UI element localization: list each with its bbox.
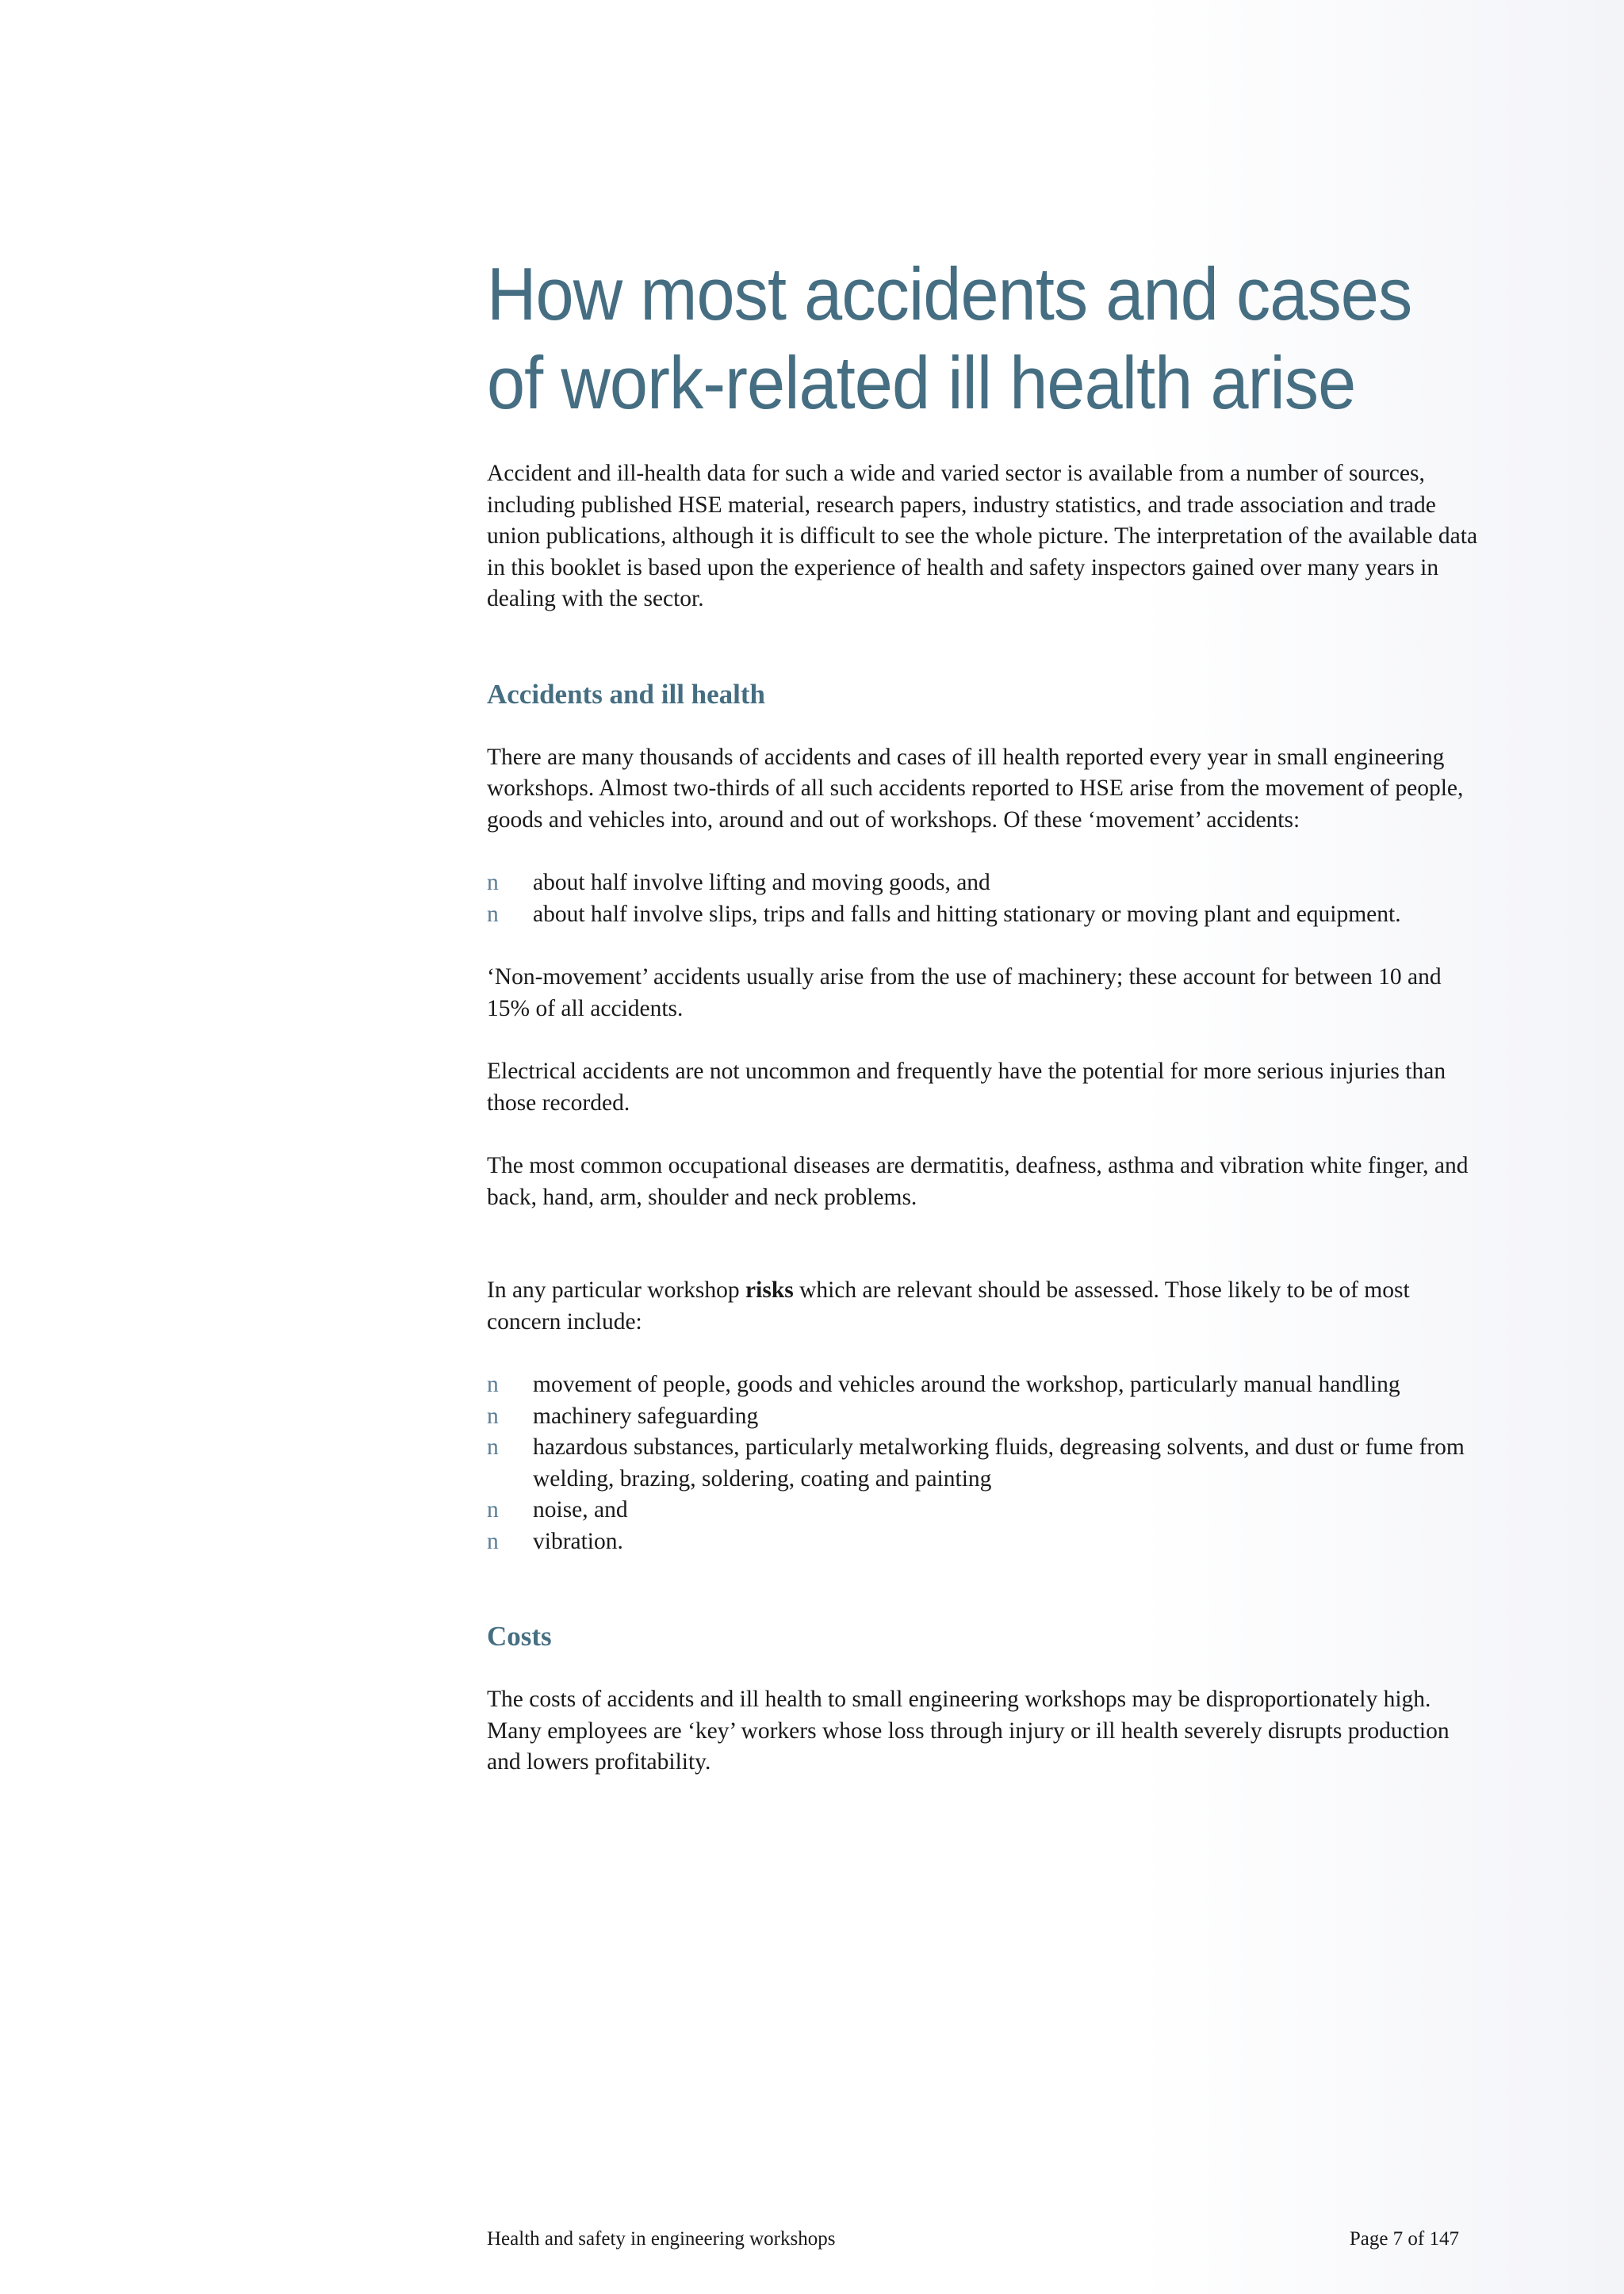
bullet-icon: n [487, 1434, 499, 1460]
risks-text-before: In any particular workshop [487, 1277, 746, 1303]
document-page [487, 0, 1486, 2294]
movement-accidents-list [487, 867, 1486, 930]
risks-text-after: which are relevant should be assessed. Those likely to be of most concern include: [487, 1277, 1410, 1335]
bullet-icon: n [487, 870, 499, 895]
bullet-icon: n [487, 1497, 499, 1522]
list-item [487, 899, 1486, 931]
bullet-icon: n [487, 1403, 499, 1429]
list-item [487, 1526, 1486, 1558]
list-item [487, 1495, 1486, 1526]
page-title [487, 250, 1411, 427]
section-heading-costs: Costs [487, 1621, 552, 1652]
bullet-icon: n [487, 1372, 499, 1397]
footer-page-number: Page 7 of 147 [1349, 2228, 1459, 2250]
concerns-list [487, 1369, 1486, 1557]
list-item [487, 1369, 1486, 1401]
document-body [487, 458, 1486, 1779]
page-footer [487, 2227, 1459, 2252]
list-item-text: vibration. [533, 1528, 623, 1554]
list-item-text: about half involve lifting and moving goods, and [533, 870, 990, 895]
bullet-icon: n [487, 1528, 499, 1554]
accidents-paragraph: There are many thousands of accidents and cases of ill health reported every year in small engineering workshops. Almost two-thirds of all such accidents reported to HSE arise from the movement of people, goods and vehicles into, around and out of workshops. Of these ‘movement’ accidents: [487, 744, 1464, 833]
list-item-text: noise, and [533, 1497, 628, 1522]
intro-paragraph: Accident and ill-health data for such a wide and varied sector is available from a number of sources, including published HSE material, research papers, industry statistics, and trade association and trade union publications, although it is difficult to see the whole picture. The interpretation of the available data in this booklet is based upon the experience of health and safety inspectors gained over many years in dealing with the sector. [487, 461, 1478, 611]
page-title-line-2: of work-related ill health arise [487, 341, 1356, 424]
list-item-text: about half involve slips, trips and falls and hitting stationary or moving plant and equipment. [533, 901, 1401, 927]
list-item-text: hazardous substances, particularly metalworking fluids, degreasing solvents, and dust or fume from welding, brazing, soldering, coating and painting [533, 1434, 1465, 1492]
list-item [487, 1401, 1486, 1433]
diseases-paragraph: The most common occupational diseases are dermatitis, deafness, asthma and vibration white finger, and back, hand, arm, shoulder and neck problems. [487, 1153, 1469, 1210]
electrical-paragraph: Electrical accidents are not uncommon and frequently have the potential for more serious injuries than those recorded. [487, 1059, 1446, 1116]
section-heading-accidents: Accidents and ill health [487, 678, 766, 710]
list-item [487, 1432, 1486, 1495]
risks-bold: risks [745, 1277, 794, 1303]
non-movement-paragraph: ‘Non-movement’ accidents usually arise from the use of machinery; these account for between 10 and 15% of all accidents. [487, 964, 1442, 1021]
footer-document-title: Health and safety in engineering workshops [487, 2228, 836, 2250]
bullet-icon: n [487, 901, 499, 927]
list-item-text: machinery safeguarding [533, 1403, 759, 1429]
risks-paragraph [487, 1275, 1486, 1338]
costs-paragraph: The costs of accidents and ill health to small engineering workshops may be disproportionately high. Many employees are ‘key’ workers whose loss through injury or ill health severely disrupts production and lowers profitability. [487, 1687, 1450, 1775]
list-item-text: movement of people, goods and vehicles around the workshop, particularly manual handling [533, 1372, 1400, 1397]
list-item [487, 867, 1486, 899]
page-title-line-1: How most accidents and cases [487, 252, 1412, 335]
